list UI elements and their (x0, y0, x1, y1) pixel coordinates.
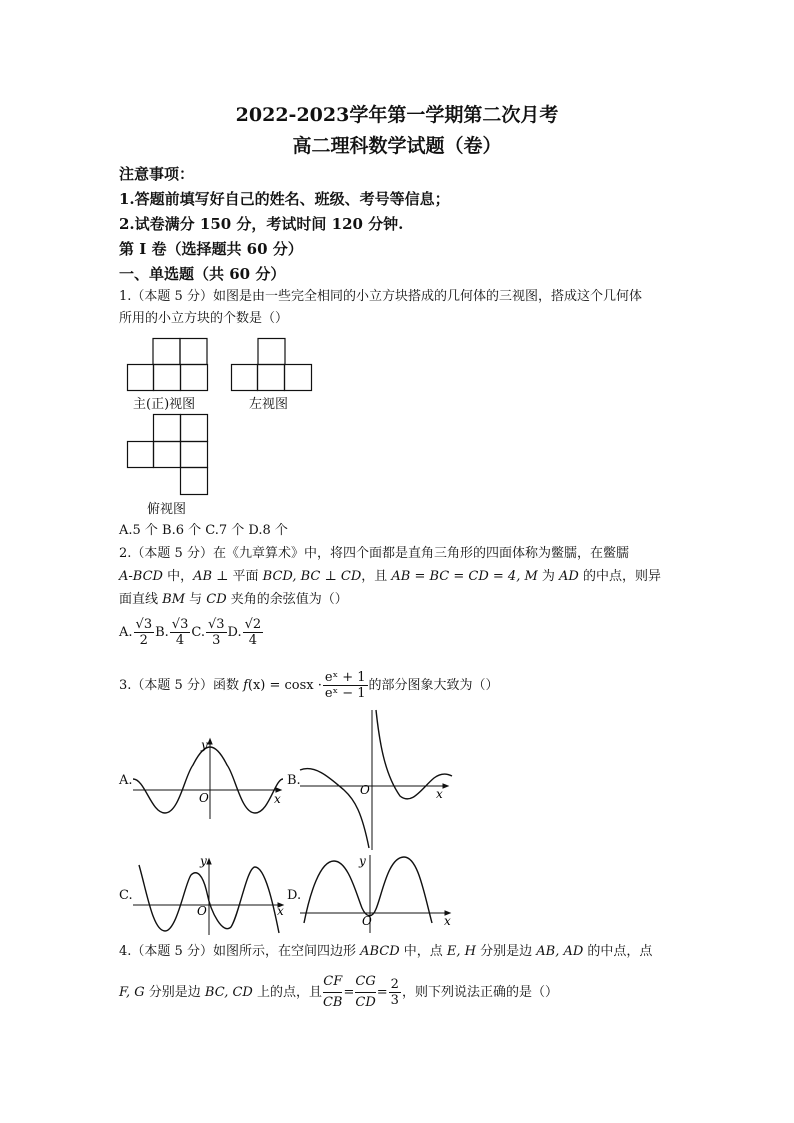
q1-line-2: 所用的小立方块的个数是（） (119, 311, 289, 326)
origin-label: O (199, 791, 209, 805)
q1-line-1: 1.（本题 5 分）如图是由一些完全相同的小立方块搭成的几何体的三视图，搭成这个几何体 (119, 289, 642, 304)
x-label: x (436, 787, 443, 801)
q2-option-d-fraction: $\frac{√2}{4}$ (244, 617, 262, 648)
q3-option-c-label: C. (119, 888, 133, 903)
top-view-figure (127, 414, 209, 496)
x-axis-arrow (443, 784, 448, 788)
origin-label: O (197, 904, 207, 918)
q3-graph-b (300, 708, 455, 853)
q1-options: A.5 个 B.6 个 C.7 个 D.8 个 (119, 523, 288, 538)
y-axis-arrow (208, 739, 212, 744)
q2-options: A. $\frac{√3}{2}$ B. $\frac{√3}{4}$ C. $\frac{√3}{3}$ D. $\frac{√2}{4}$ (119, 617, 262, 648)
q4-line-2: F, G 分别是边 BC, CD 上的点，且 $\frac{CF}{CB}$ = $\frac{CG}{CD}$ = $\frac{2}{3}$ ，则下列说法正确的是（） (119, 972, 558, 1013)
part1-heading: 第 I 卷（选择题共 60 分） (119, 240, 303, 258)
q2-line-3: 面直线 BM 与 CD 夹角的余弦值为（） (119, 592, 348, 607)
q3-option-a-label: A. (119, 773, 133, 788)
exam-subtitle: 高二理科数学试题（卷） (292, 135, 502, 157)
q4-fraction-cg-cd: $\frac{CG}{CD}$ (355, 974, 376, 1010)
left-view-figure (231, 338, 313, 392)
notes-item-2: 2.试卷满分 150 分，考试时间 120 分钟. (119, 215, 404, 233)
q3-fraction: $\frac{\text{eˣ + 1}}{\text{eˣ − 1}}$ (324, 670, 366, 701)
q4-fraction-cf-cb: $\frac{CF}{CB}$ (322, 974, 343, 1010)
q3-option-b-label: B. (287, 773, 301, 788)
x-label: x (274, 792, 281, 806)
front-view-label: 主(正)视图 (133, 397, 196, 412)
exam-title: 2022-2023学年第一学期第二次月考 (235, 104, 559, 126)
q2-line-2: A-BCD 中，AB ⊥ 平面 BCD, BC ⊥ CD，且 AB = BC = CD = 4, M 为 AD 的中点，则异 (119, 569, 661, 584)
curve-left (300, 769, 369, 848)
q4-line-1: 4.（本题 5 分）如图所示，在空间四边形 ABCD 中，点 E, H 分别是边 AB, AD 的中点，点 (119, 944, 653, 959)
y-axis-arrow (207, 859, 211, 864)
q2-option-c-fraction: $\frac{√3}{3}$ (207, 617, 225, 648)
origin-label: O (362, 914, 372, 928)
q3-stem: 3.（本题 5 分）函数 f(x) = cosx · $\frac{\text{eˣ + 1}}{\text{eˣ − 1}}$ 的部分图象大致为（） (119, 670, 499, 701)
q3-option-d-label: D. (287, 888, 302, 903)
origin-label: O (360, 783, 370, 797)
q3-graph-c (133, 853, 288, 938)
y-label: y (200, 854, 207, 868)
x-label: x (444, 914, 451, 928)
q2-line-1: 2.（本题 5 分）在《九章算术》中，将四个面都是直角三角形的四面体称为鳖臑，在鳖臑 (119, 546, 629, 561)
x-label: x (277, 904, 284, 918)
y-label: y (359, 854, 366, 868)
q2-option-a-fraction: $\frac{√3}{2}$ (135, 617, 153, 648)
notes-heading: 注意事项： (119, 165, 195, 183)
q4-fraction-two-thirds: $\frac{2}{3}$ (390, 977, 399, 1008)
q2-option-b-fraction: $\frac{√3}{4}$ (171, 617, 189, 648)
notes-item-1: 1.答题前填写好自己的姓名、班级、考号等信息； (119, 190, 450, 208)
section-heading: 一、单选题（共 60 分） (119, 265, 286, 283)
q3-graph-a (133, 735, 283, 825)
left-view-label: 左视图 (249, 397, 289, 412)
top-view-label: 俯视图 (147, 502, 187, 517)
y-label: y (201, 738, 208, 752)
q3-graph-d (300, 853, 455, 938)
front-view-figure (127, 338, 209, 392)
